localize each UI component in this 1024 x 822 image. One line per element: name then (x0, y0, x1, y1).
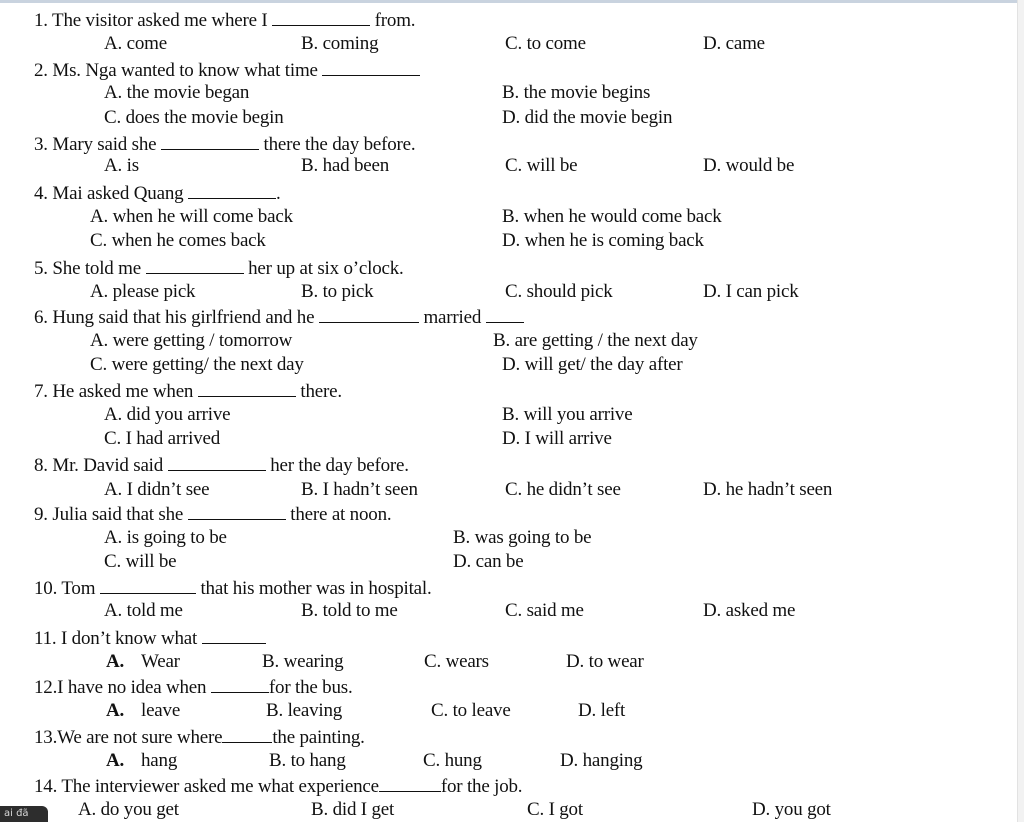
option-c: C. to come (505, 33, 586, 54)
option-b: B. when he would come back (502, 206, 722, 227)
option-d: D. did the movie begin (502, 107, 673, 128)
answer-blank (100, 576, 196, 594)
question-6: 6. Hung said that his girlfriend and he married (34, 305, 524, 329)
answer-blank (319, 305, 419, 323)
question-12: 12.I have no idea when for the bus. (34, 677, 353, 698)
option-b: B. to hang (269, 750, 346, 771)
option-c: C. he didn’t see (505, 479, 621, 500)
option-a-letter: A. (106, 651, 125, 672)
option-a-letter: A. (106, 750, 125, 771)
question-8: 8. Mr. David said her the day before. (34, 455, 409, 476)
option-a: A. is (104, 155, 139, 176)
option-d: D. would be (703, 155, 795, 176)
answer-blank (202, 626, 266, 644)
option-b: B. coming (301, 33, 379, 54)
option-d: D. you got (752, 799, 831, 820)
option-d: D. will get/ the day after (502, 354, 683, 375)
question-9: 9. Julia said that she there at noon. (34, 504, 392, 525)
option-b: B. wearing (262, 651, 344, 672)
option-c: C. to leave (431, 700, 511, 721)
option-b: B. the movie begins (502, 82, 651, 103)
option-d: D. I can pick (703, 281, 799, 302)
answer-blank (379, 774, 441, 792)
option-c: C. I had arrived (104, 428, 221, 449)
option-b: B. had been (301, 155, 390, 176)
watermark-overlay: ai đã (0, 806, 48, 822)
option-a: Wear (141, 651, 180, 672)
answer-blank (322, 58, 420, 76)
option-d: D. when he is coming back (502, 230, 704, 251)
option-a: A. I didn’t see (104, 479, 210, 500)
answer-blank (146, 256, 244, 274)
option-d: D. came (703, 33, 765, 54)
question-1: 1. The visitor asked me where I from. (34, 10, 416, 31)
option-c: C. I got (527, 799, 583, 820)
option-b: B. will you arrive (502, 404, 633, 425)
option-d: D. asked me (703, 600, 796, 621)
option-c: C. will be (505, 155, 578, 176)
question-5: 5. She told me her up at six o’clock. (34, 258, 404, 279)
option-c: C. were getting/ the next day (90, 354, 304, 375)
option-d: D. left (578, 700, 626, 721)
top-border (0, 0, 1024, 3)
option-b: B. was going to be (453, 527, 592, 548)
answer-blank (222, 725, 272, 743)
question-7: 7. He asked me when there. (34, 381, 342, 402)
answer-blank (211, 675, 269, 693)
question-4: 4. Mai asked Quang . (34, 183, 281, 204)
option-a: A. the movie began (104, 82, 250, 103)
answer-blank (198, 379, 296, 397)
option-a: A. told me (104, 600, 183, 621)
option-d: D. hanging (560, 750, 643, 771)
question-13: 13.We are not sure where the painting. (34, 727, 365, 748)
option-a: A. were getting / tomorrow (90, 330, 293, 351)
option-b: B. I hadn’t seen (301, 479, 418, 500)
option-c: C. hung (423, 750, 482, 771)
option-c: C. should pick (505, 281, 613, 302)
option-d: D. I will arrive (502, 428, 612, 449)
question-3: 3. Mary said she there the day before. (34, 134, 416, 155)
option-a: A. come (104, 33, 167, 54)
option-c: C. said me (505, 600, 584, 621)
option-a: A. please pick (90, 281, 196, 302)
option-a: A. do you get (78, 799, 179, 820)
answer-blank (272, 8, 370, 26)
option-a: A. when he will come back (90, 206, 293, 227)
option-c: C. will be (104, 551, 177, 572)
right-edge (1017, 0, 1024, 822)
option-b: B. leaving (266, 700, 343, 721)
answer-blank (161, 132, 259, 150)
option-b: B. are getting / the next day (493, 330, 698, 351)
option-d: D. to wear (566, 651, 644, 672)
question-14: 14. The interviewer asked me what experience for the job. (34, 776, 523, 797)
answer-blank-2 (486, 305, 524, 323)
option-b: B. to pick (301, 281, 374, 302)
option-a-letter: A. (106, 700, 125, 721)
option-c: C. does the movie begin (104, 107, 284, 128)
answer-blank (188, 502, 286, 520)
option-d: D. can be (453, 551, 524, 572)
answer-blank (188, 181, 276, 199)
option-c: C. when he comes back (90, 230, 266, 251)
option-a: A. is going to be (104, 527, 227, 548)
option-b: B. did I get (311, 799, 395, 820)
question-10: 10. Tom that his mother was in hospital. (34, 578, 432, 599)
option-b: B. told to me (301, 600, 398, 621)
question-11: 11. I don’t know what (34, 626, 266, 650)
option-a: A. did you arrive (104, 404, 231, 425)
option-d: D. he hadn’t seen (703, 479, 833, 500)
answer-blank (168, 453, 266, 471)
question-2: 2. Ms. Nga wanted to know what time (34, 58, 420, 82)
option-c: C. wears (424, 651, 489, 672)
option-a: hang (141, 750, 178, 771)
option-a: leave (141, 700, 181, 721)
